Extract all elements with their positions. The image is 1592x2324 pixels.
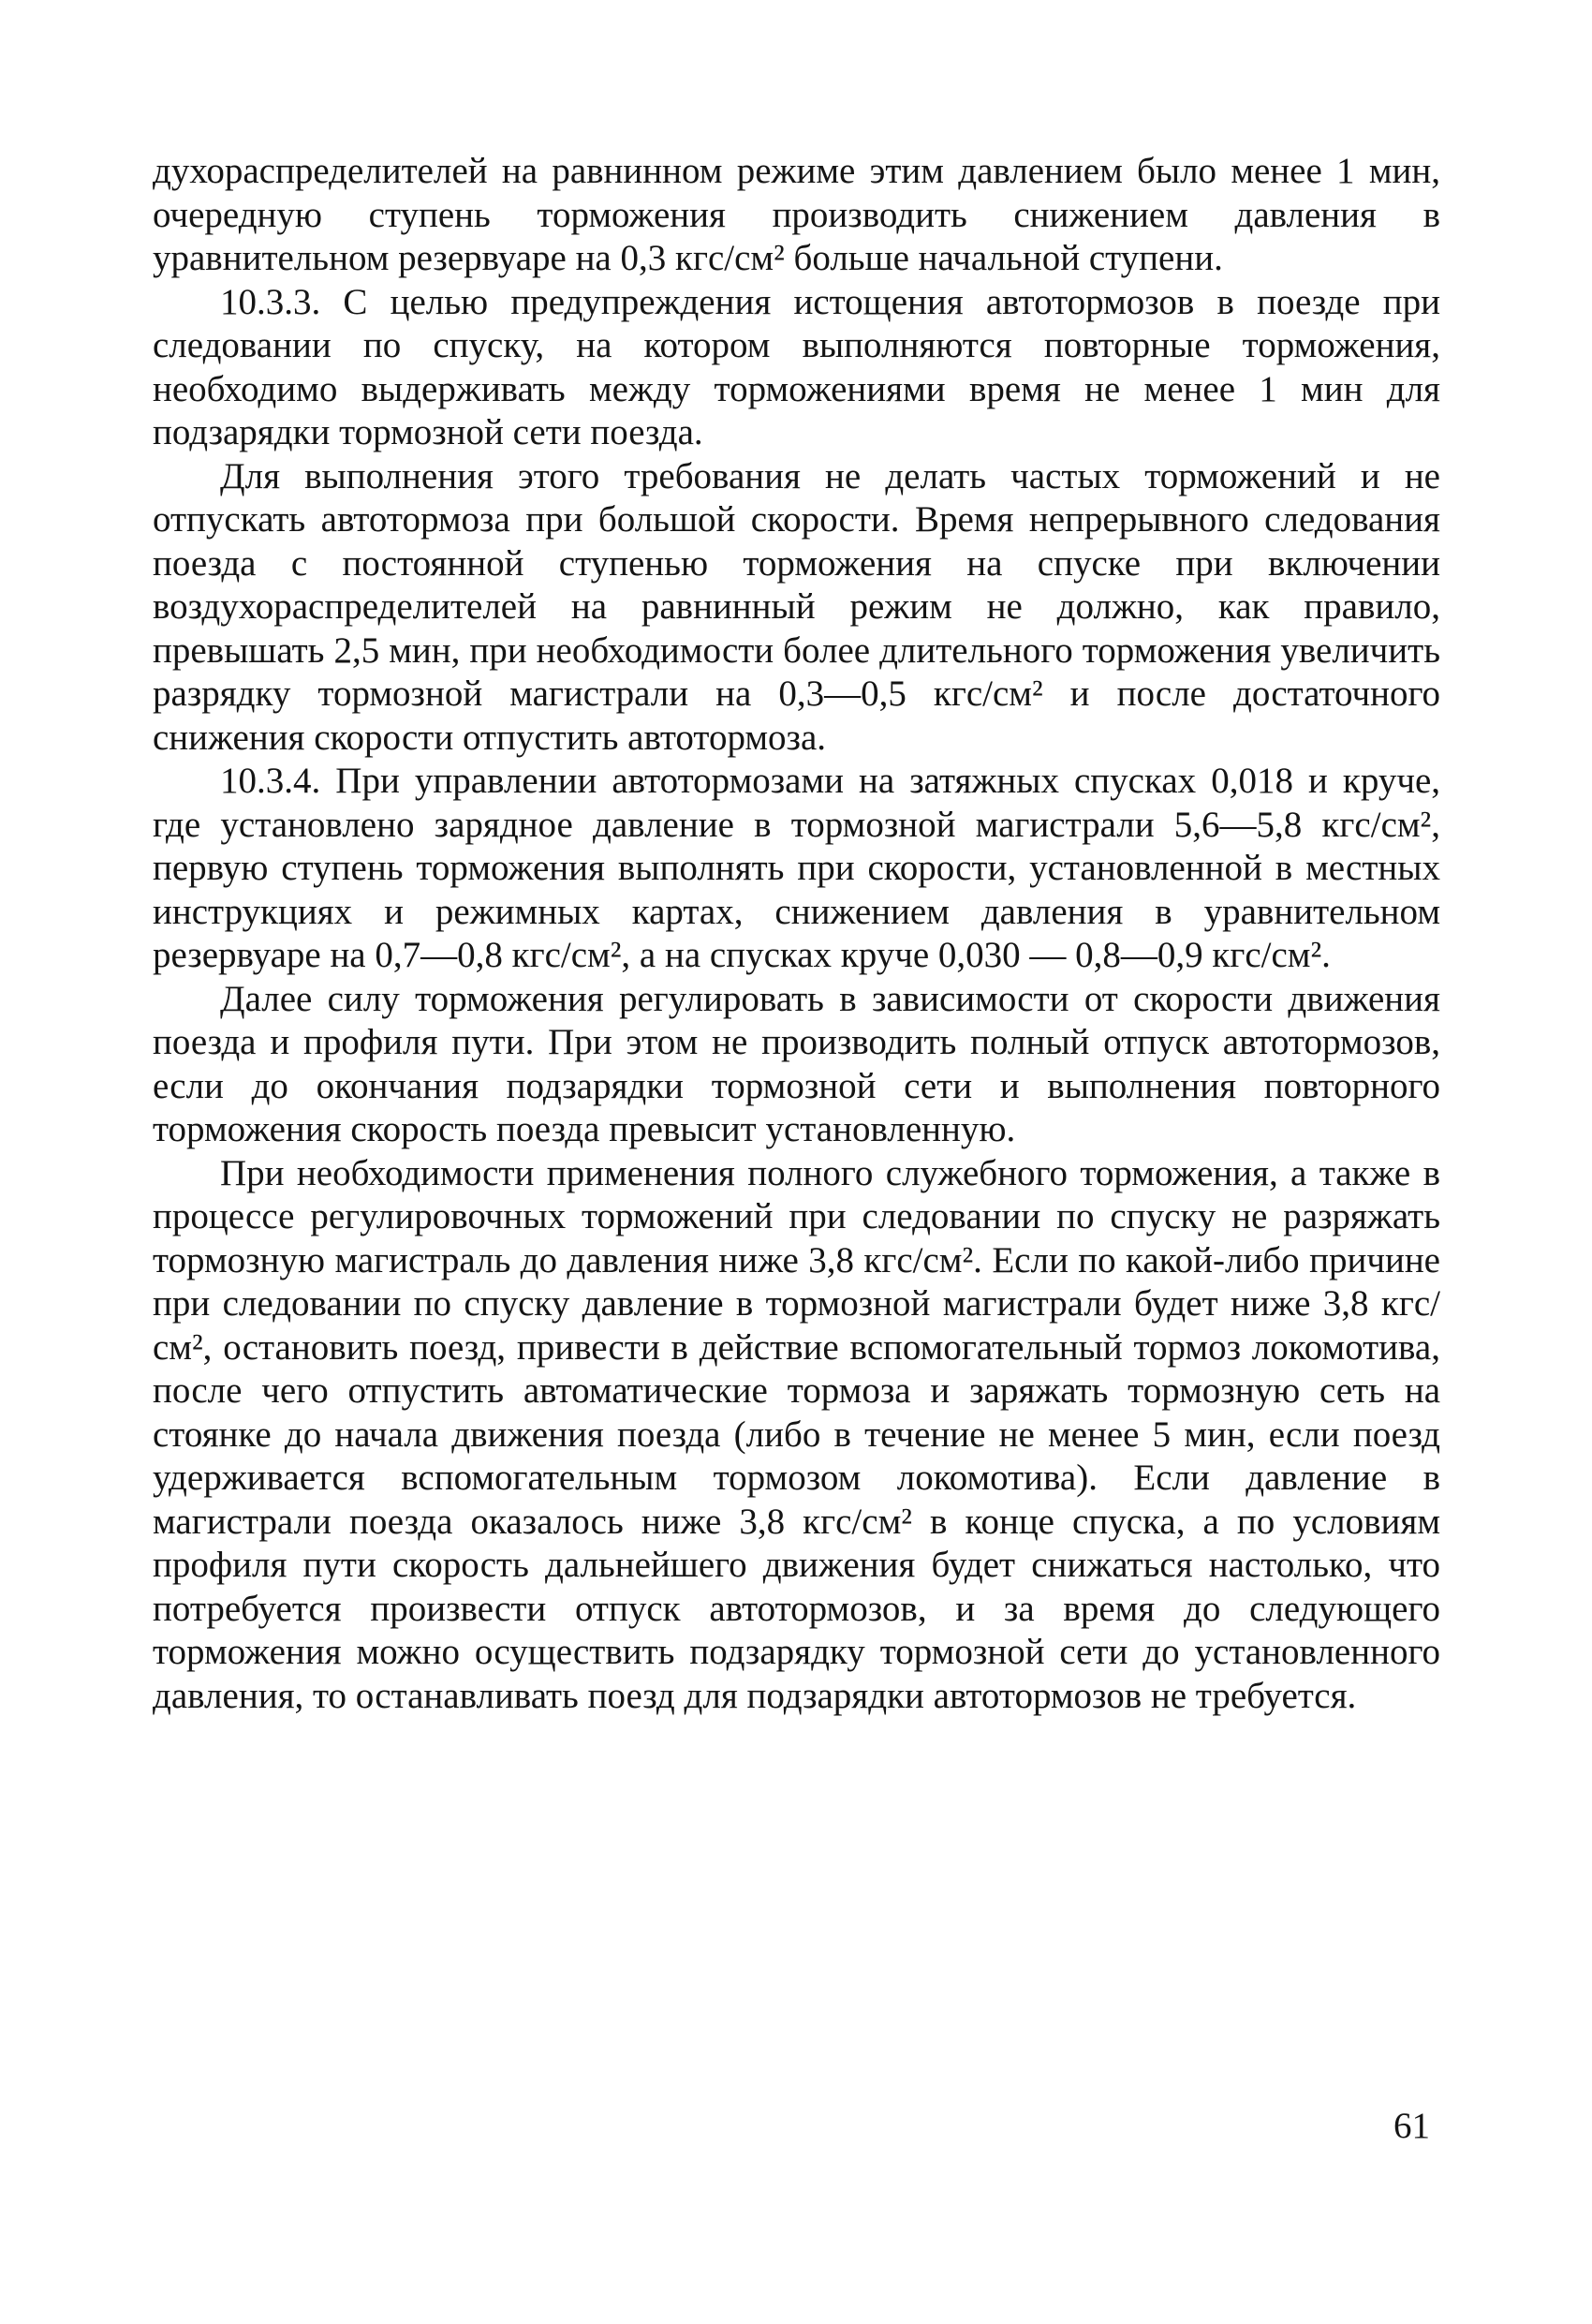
document-body	[153, 150, 1440, 1718]
paragraph-requirement: Для выполнения этого требования не делать частых торможений и не отпускать автотормоза при большой скорости. Время непрерывного следования поезда с постоянной ступенью торможения на спуске при включении воздухораспределителей на равнинный режим не должно, как правило, превышать 2,5 мин, при необходимости более длительного торможения увеличить разрядку тормозной магистрали на 0,3—0,5 кгс/см² и после достаточного снижения скорости отпустить автотормоза.	[153, 455, 1440, 758]
paragraph-10-3-3: 10.3.3. С целью предупреждения истощения автотормозов в поезде при следовании по спуску, на котором выполняются повторные торможения, необходимо выдерживать между торможениями время не менее 1 мин для подзарядки тормозной сети поезда.	[153, 281, 1440, 452]
page-number: 61	[1393, 2106, 1430, 2146]
paragraph-braking-force: Далее силу торможения регулировать в зависимости от скорости движения поезда и профиля пути. При этом не производить полный отпуск автотормозов, если до окончания подзарядки тормозной сети и выполнения повторного торможения скорость поезда превысит установленную.	[153, 978, 1440, 1149]
paragraph-10-3-4: 10.3.4. При управлении автотормозами на затяжных спусках 0,018 и круче, где установлено зарядное давление в тормозной магистрали 5,6—5,8 кгс/см², первую ступень торможения выполнять при скорости, установленной в местных инструкциях и режимных картах, снижением давления в уравнительном резервуаре на 0,7—0,8 кгс/см², а на спусках круче 0,030 — 0,8—0,9 кгс/см².	[153, 761, 1440, 975]
paragraph-full-service-braking: При необходимости применения полного служебного торможения, а также в процессе регулировочных торможений при следовании по спуску не разряжать тормозную магистраль до давления ниже 3,8 кгс/см². Если по какой-либо причине при следовании по спуску давление в тормозной магистрали будет ниже 3,8 кгс/см², остановить поезд, привести в действие вспомогательный тормоз локомотива, после чего отпустить автоматические тормоза и заряжать тормозную сеть на стоянке до начала движения поезда (либо в течение не менее 5 мин, если поезд удерживается вспомогательным тормозом локомотива). Если давление в магистрали поезда оказалось ниже 3,8 кгс/см² в конце спуска, а по условиям профиля пути скорость дальнейшего движения будет снижаться настолько, что потребуется произвести отпуск автотормозов, и за время до следующего торможения можно осуществить подзарядку тормозной сети до установленного давления, то останавливать поезд для подзарядки автотормозов не требуется.	[153, 1152, 1440, 1716]
paragraph-continuation: духораспределителей на равнинном режиме этим давлением было менее 1 мин, очередную ступень торможения производить снижением давления в уравнительном резервуаре на 0,3 кгс/см² больше начальной ступени.	[153, 151, 1440, 278]
